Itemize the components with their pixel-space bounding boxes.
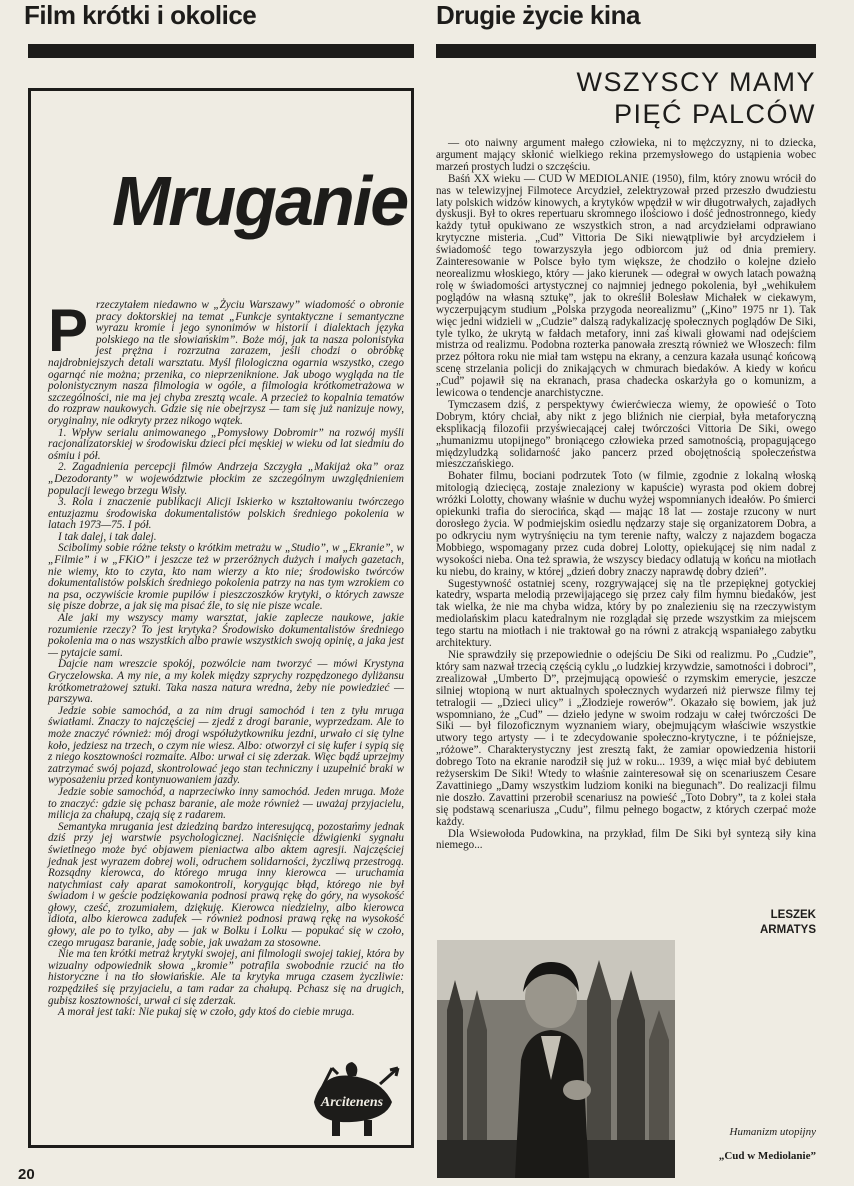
right-article-paragraph: Nie sprawdziły się przepowiednie o odejściu De Siki od realizmu. Po „Cudzie”, który sam nazwał trzecią częścią cyklu „o ludzkiej krzywdzie, samotności i dobroci”, zrealizował „Umberto D”, przejmującą opowieść o rzymskim emerycie, jeszcze silniej wtopioną w nurt aktualnych społecznych wydarzeń niż pierwsze filmy tej tetralogii — „Dzieci ulicy” i „Złodzieje rowerów”. Okazało się bowiem, jak już wspomniano, że „Cud” — dzieło jedyne w swoim rodzaju w całej twórczości De Siki — był filozoficznym wyznaniem wiary, obejmującym właściwie wszystkie utwory tego artysty — i te zdecydowanie społeczno-krytyczne, i te późniejsze, „różowe”. Charakterystyczny jest zresztą fakt, że zamiar opowiedzenia historii dobrego Toto na ekranie narodził się już w roku... 1939, a więc miał być debiutem reżyserskim De Siki! Wtedy to właśnie zainteresował się on scenariuszem Cesare Zavattiniego „Damy wszystkim ludziom koniki na biegunach”. Do realizacji filmu nie doszło. Zavattini przerobił scenariusz na powieść „Toto Dobry”, ta z kolei stała się podstawą scenariusza „Cudu”, filmu pełnego bogactw, z których czerpać może każdy. xyxy=(436,648,816,828)
header-rule-left xyxy=(28,44,414,58)
author-last-name: ARMATYS xyxy=(759,924,816,936)
left-article-paragraph: I tak dalej, i tak dalej. xyxy=(58,530,157,543)
left-article-paragraph: Ale jaki my wszyscy mamy warsztat, jakie zaplecze naukowe, jakie rozumienie rzeczy? To jest krytyka? Środowisko dokumentalistów średniego pokolenia ma o nas wszystkich albo prawie wszystkich swoją opinię, a jaka jest — pytajcie sami. xyxy=(48,612,404,659)
right-title-line-2: PIĘĆ PALCÓW xyxy=(613,99,816,129)
left-article-paragraph: Jedzie sobie samochód, a naprzeciwko inny samochód. Jeden mruga. Może to znaczyć: gdzie się pchasz baranie, ale może również — uważaj przyjacielu, milicja za chałupą, czają się z radarem. xyxy=(48,785,404,822)
caption-line-1: Humanizm utopijny xyxy=(729,1126,816,1138)
left-article-paragraph: Dajcie nam wreszcie spokój, pozwólcie nam tworzyć — mówi Krystyna Gryczelowska. A my nie, a my kolek między szprychy rozpędzonego dyliżansu krótkometrażowej sztuki. Taka nasza natura wredna, żeby nie powiedzieć — parszywa. xyxy=(48,658,404,706)
right-article-paragraph: Sugestywność ostatniej sceny, rozgrywającej się na tle przepięknej gotyckiej katedry, wsparta melodią przewijającego się przez cały film hymnu biedaków, jest tak wielka, że nie ma chyba widza, który by po znalezieniu się na rzeczywistym mediolańskim placu katedralnym nie rozglądał się przede wszystkim za miejscem tego startu na miotłach i nie traktował go na równi z atrakcją wspaniałego zabytku architektury. xyxy=(436,577,816,650)
right-article-paragraph: Tymczasem dziś, z perspektywy ćwierćwiecza wiemy, że opowieść o Toto Dobrym, który chciał, aby nikt z jego bliźnich nie cierpiał, była metaforyczną eksplikacją filozofii przyświecającej całej twórczości Vittoria De Siki, owego „humanizmu utopijnego” broniącego człowieka przed samotnością, propagującego międzyludzką solidarność jako pancerz przed obojętnością społeczeństwa mieszczańskiego. xyxy=(436,398,816,471)
left-article-paragraph: rzeczytałem niedawno w „Życiu Warszawy” wiadomość o obronie pracy doktorskiej na temat „Funkcje syntaktyczne i semantyczne wyrazu kromie i jego synonimów w historii i dialektach języka polskiego na tle słowiańskim”. Boże mój, jak ta nasza polonistyka jest prężna i rozrzutna zarazem, jeśli chodzi o obróbkę najdrobniejszych detali warsztatu. Myśl filologiczna ogarnia wszystko, czego ogarnąć nie można; przenika, co nieprzeniknione. Jak ubogo wygląda na tle polonistycznym nasza filmologia w ogóle, a filmologia krótkometrażowa w szczególności, nie ma jej chyba zresztą wcale. A przecież to kopalnia tematów do rozpraw naukowych. Gdzie się nie obejrzysz — tam się już nanizuje nowy, oryginalny, nie odkryty przez nikogo wątek. xyxy=(48,299,404,427)
left-article-title: Mruganie xyxy=(112,162,408,240)
right-title-line-1: WSZYSCY MAMY xyxy=(576,67,816,97)
right-article-paragraph: Bohater filmu, bociani podrzutek Toto (w filmie, zgodnie z lokalną włoską mitologią dziecięcą, zostaje znaleziony w kapuście) wyrasta pod okiem dobrej wróżki Lolotty, chowany właśnie w duchu wyżej wspomnianych ideałów. Po śmierci opiekunki trafia do sierocińca, skąd — mając 18 lat — zostaje rzucony w nurt dorosłego życia. W podmiejskim osiedlu nędzarzy staje się organizatorem Dobra, a po odkryciu nym wytryśnięciu na tym terenie nafty, walczy z najazdem bogacza Mobbiego, wspomagany przez cuda dobrej Lolotty, opiekującej się nim nadal z wysokości nieba. Ona też sprawia, że wszyscy biedacy odlatują w końcu na miotłach ku niebu, do krainy, w której „dzień dobry znaczy naprawdę dobry dzień”. xyxy=(436,470,816,578)
section-header-left: Film krótki i okolice xyxy=(24,0,257,30)
section-header-right: Drugie życie kina xyxy=(436,0,640,30)
page-number: 20 xyxy=(18,1166,35,1183)
caption-line-2: „Cud w Mediolanie” xyxy=(718,1150,816,1162)
film-still-photo xyxy=(437,940,675,1178)
left-article-paragraph: A morał jest taki: Nie pukaj się w czoło, gdy ktoś do ciebie mruga. xyxy=(58,1006,355,1019)
right-article-paragraph: Dla Wsiewołoda Pudowkina, na przykład, film De Siki był syntezą siły kina niemego... xyxy=(436,827,816,852)
right-article-paragraph: — oto naiwny argument małego człowieka, ni to mężczyzny, ni to dziecka, argument mający skłonić wielkiego rekina przemysłowego do ustąpienia wobec marzeń prostych ludzi o szczęściu. xyxy=(436,137,816,173)
header-rule-right xyxy=(436,44,816,58)
right-article-body xyxy=(436,138,816,852)
left-article-body xyxy=(48,297,404,1019)
author-signature xyxy=(700,908,816,938)
left-article-paragraph: Jedzie sobie samochód, a za nim drugi samochód i ten z tyłu mruga światłami. Znaczy to najczęściej — zjedź z drogi baranie, wyprzedzam. Ale to może znaczyć również: mój drogi współużytkowniku jezdni, urwało ci się tylne koło, jedziesz na trzech, o czym nie wiesz. Albo: otworzył ci się kufer i sypią się z niego kosztowności rozmaite. Albo: urwał ci się zderzak. Więc bądź uprzejmy zatrzymać swój pojazd, skontrolować jego stan techniczny i uzupełnić braki w wyposażeniu przed kontynuowaniem jazdy. xyxy=(48,704,404,787)
drop-cap: P xyxy=(48,297,89,364)
left-article-paragraphs xyxy=(48,297,404,1019)
left-article-paragraph: Semantyka mrugania jest dziedziną bardzo interesującą, pozostańmy jednak dziś przy jej warstwie psychologicznej. Naciśnięcie dźwigienki sygnału świetlnego może być objawem pieniactwa albo aktem agresji. Najczęściej jednak jest wyrazem dobrej woli, odruchem solidarności, życzliwą przestrogą. Rozsądny kierowca, do którego mruga inny kierowca — uruchamia natychmiast cały aparat samokontroli, korygując błąd, którego nie był świadom i w geście podziękowania podnosi prawą rękę do góry, na wysokość głowy, cześć, zrozumiałem, dziękuję. Kierowca niedzielny, albo kierowca idiota, albo kierowca zadufek — również podnosi prawą rękę na wysokość głowy, ale po to tylko, aby — jak w Bolku i Lolku — popukać się w czoło, czego mrugasz baranie, jadę sobie, jak uważam za stosowne. xyxy=(48,820,404,949)
left-article-paragraph: 1. Wpływ serialu animowanego „Pomysłowy Dobromir” na rozwój myśli racjonalizatorskiej w środowisku dzieci płci męskiej w wieku od lat siedmiu do ośmiu i pół. xyxy=(48,426,404,462)
left-article-paragraph: 2. Zagadnienia percepcji filmów Andrzeja Szczygła „Makijaż oka” oraz „Dezodoranty” w województwie płockim ze szczególnym uwzględnieniem populacji lewego brzegu Wisły. xyxy=(48,461,404,497)
left-article-paragraph: Scibolimy sobie różne teksty o krótkim metrażu w „Studio”, w „Ekranie”, w „Filmie” i w „FKiO” i jeszcze też w przeróżnych dużych i małych gazetach, nie wiemy, kto to czyta, kto nam wierzy a kto nie; środowisko twórców dokumentalistów polskich średniego pokolenia patrzy na nas tym wzrokiem co na psa, oczywiście kromie pupilów i pieszczoszków krytyki, o których zawsze się pisze dobrze, a jak się ma pisać źle, to się nie pisze wcale. xyxy=(48,542,404,613)
author-first-name: LESZEK xyxy=(770,909,816,921)
arcitenens-logo xyxy=(302,1062,402,1140)
right-article-title xyxy=(446,66,816,130)
left-article-paragraph: 3. Rola i znaczenie publikacji Alicji Iskierko w kształtowaniu twórczego entuzjazmu środowiska dokumentalistów polskich średniego pokolenia w latach 1973—75. I pół. xyxy=(48,496,404,532)
logo-text: Arcitenens xyxy=(320,1095,384,1110)
left-article-paragraph: Nie ma ten krótki metraż krytyki swojej, ani filmologii swojej takiej, która by wizualny odpowiednik słowa „kromie” potrafila swobodnie rzucić na tło historyczne i na tło słowiańskie. Ale ta krytyka mruga czasem życzliwie: rozpędziłeś się przyjacielu, a tam radar za chałupą. Pchasz się na drugich, gubisz kosztowności, urwał ci się zderzak. xyxy=(48,948,404,1007)
photo-caption xyxy=(690,1120,816,1168)
right-article-paragraph: Baśń XX wieku — CUD W MEDIOLANIE (1950), film, który znowu wrócił do nas w telewizyjnej Filmotece Arcydzieł, zelektryzował przed przeszło dwudziestu laty polskich widzów kinowych, a krytyków wpędził w wir długotrwałych, zajadłych dyskusji. Był to okres repertuaru skromnego ilościowo i dość jednostronnego, kiedy każdy tytuł opukiwano ze wszystkich stron, a nad arcydziełami odprawiano krytyczne misteria. „Cud” Vittoria De Siki niewątpliwie był arcydziełem i świadomość tego towarzyszyła jego odbiorcom już od dnia premiery. Zainteresowanie w Polsce było tym większe, że chodziło o kolejne dzieło neorealizmu włoskiego, który — jako kierunek — odegrał w owych latach poważną rolę w świadomości artystycznej co najmniej jednego pokolenia, był „wehikułem poglądów na własną sztukę”, jak to określił Bolesław Michałek w ciekawym, wyczerpującym studium „Polska przygoda neorealizmu” („Kino” 1975 nr 1). Tak więc jedni widzieli w „Cudzie” dalszą radykalizację społecznych poglądów De Siki, tyle tylko, że ukrytą w fałdach metafory, inni zaś kiwali głowami nad odejściem mistrza od realizmu. Podobna rozterka panowała zresztą również we Włoszech: film przez półtora roku nie miał tam wstępu na ekrany, a cenzura kazała usunąć końcową scenę strzelania policji do znikających w chmurach biedaków. A kiedy w końcu „Cud” pojawił się na ekranach, prasa chadecka oskarżyła go o komunizm, a lewicowa o tendencje anarchistyczne. xyxy=(436,172,816,400)
